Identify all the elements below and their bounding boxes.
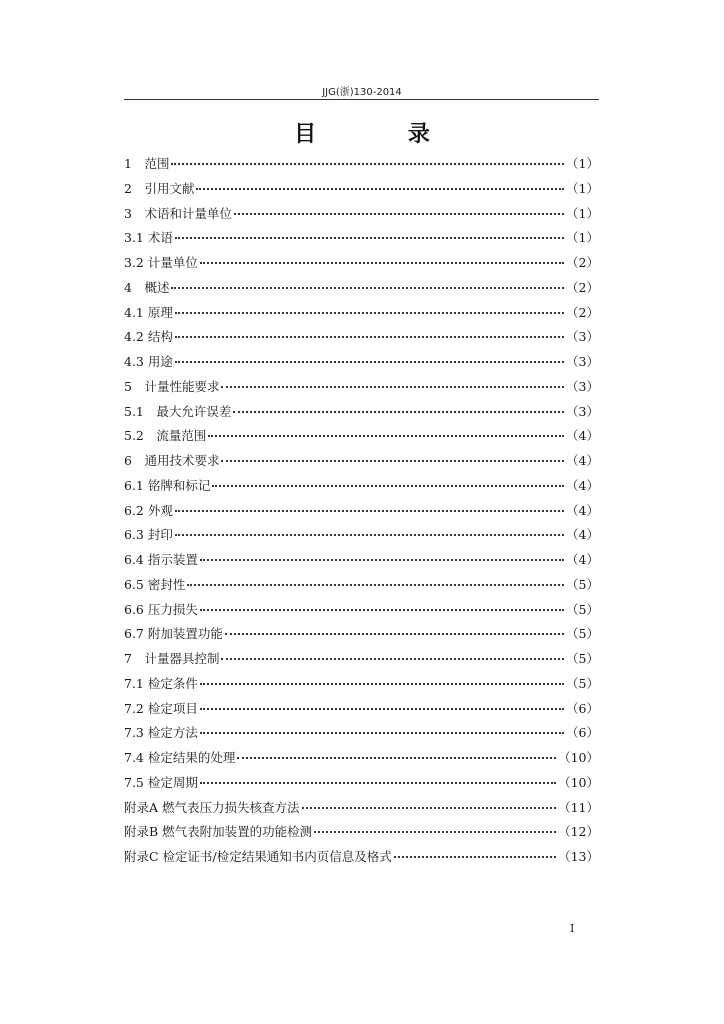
- toc-entry[interactable]: [124, 622, 599, 647]
- toc-entry[interactable]: [124, 672, 599, 697]
- toc-entry[interactable]: [124, 746, 599, 771]
- toc-entry-label: 6.4 指示装置: [124, 552, 198, 567]
- toc-entry[interactable]: [124, 474, 599, 499]
- toc-dot-leader: [237, 756, 556, 759]
- toc-entry[interactable]: [124, 771, 599, 796]
- toc-entry-page: （5）: [566, 576, 599, 592]
- toc-entry[interactable]: [124, 276, 599, 301]
- header-rule: [124, 99, 599, 100]
- toc-entry-label: 附录A 燃气表压力损失核查方法: [124, 799, 300, 815]
- toc-entry[interactable]: [124, 226, 599, 251]
- toc-entry-label: 6.5 密封性: [124, 576, 186, 592]
- toc-entry[interactable]: [124, 177, 599, 202]
- toc-entry-label: 1 范围: [124, 156, 170, 171]
- toc-entry[interactable]: [124, 820, 599, 845]
- toc-entry-label: 7.5 检定周期: [124, 774, 198, 790]
- toc-dot-leader: [175, 335, 564, 338]
- toc-dot-leader: [175, 509, 564, 512]
- toc-dot-leader: [187, 583, 564, 586]
- toc-entry-label: 5.2 流量范围: [124, 428, 207, 444]
- table-of-contents: [124, 152, 599, 870]
- toc-dot-leader: [212, 484, 564, 487]
- toc-entry[interactable]: [124, 548, 599, 573]
- toc-dot-leader: [200, 558, 564, 561]
- toc-entry-label: 7.4 检定结果的处理: [124, 750, 236, 765]
- toc-entry-label: 附录B 燃气表附加装置的功能检测: [124, 824, 313, 840]
- toc-entry-label: 6.6 压力损失: [124, 601, 198, 617]
- toc-dot-leader: [200, 781, 556, 784]
- toc-entry-page: （4）: [566, 527, 599, 543]
- toc-entry[interactable]: [124, 647, 599, 672]
- toc-dot-leader: [200, 707, 564, 710]
- toc-entry[interactable]: [124, 598, 599, 623]
- toc-dot-leader: [175, 236, 564, 239]
- toc-entry-label: 7.3 检定方法: [124, 725, 198, 741]
- toc-dot-leader: [171, 286, 564, 289]
- toc-dot-leader: [175, 311, 564, 314]
- toc-entry-page: （3）: [566, 329, 599, 345]
- toc-entry-label: 7.1 检定条件: [124, 675, 198, 691]
- toc-entry-page: （1）: [566, 180, 599, 196]
- toc-dot-leader: [221, 459, 564, 462]
- toc-entry[interactable]: [124, 721, 599, 746]
- toc-entry-page: （3）: [566, 378, 599, 394]
- toc-entry-label: 3.1 术语: [124, 230, 173, 246]
- toc-entry-page: （4）: [566, 477, 599, 493]
- toc-entry[interactable]: [124, 845, 599, 870]
- toc-entry-page: （6）: [566, 725, 599, 741]
- toc-entry[interactable]: [124, 400, 599, 425]
- toc-entry-page: （6）: [566, 700, 599, 716]
- toc-dot-leader: [394, 855, 556, 858]
- toc-entry[interactable]: [124, 251, 599, 276]
- toc-entry-page: （12）: [558, 824, 599, 840]
- toc-entry-page: （4）: [566, 552, 599, 567]
- toc-dot-leader: [221, 657, 564, 660]
- toc-entry-page: （2）: [566, 304, 599, 320]
- toc-dot-leader: [314, 830, 556, 833]
- toc-entry[interactable]: [124, 523, 599, 548]
- toc-entry-label: 6.3 封印: [124, 527, 173, 543]
- toc-dot-leader: [225, 632, 564, 635]
- toc-entry-label: 3.2 计量单位: [124, 255, 198, 270]
- toc-entry-page: （1）: [566, 205, 599, 221]
- toc-entry[interactable]: [124, 152, 599, 177]
- toc-dot-leader: [171, 162, 564, 165]
- toc-entry-label: 6.7 附加装置功能: [124, 626, 223, 642]
- toc-entry-page: （2）: [566, 279, 599, 295]
- running-header: JJG(浙)130-2014: [322, 87, 402, 98]
- toc-entry[interactable]: [124, 202, 599, 227]
- toc-entry[interactable]: [124, 796, 599, 821]
- toc-entry-page: （4）: [566, 502, 599, 518]
- toc-entry-label: 6.2 外观: [124, 502, 173, 518]
- toc-dot-leader: [200, 261, 564, 264]
- toc-entry-page: （5）: [566, 601, 599, 617]
- toc-entry-label: 5 计量性能要求: [124, 378, 220, 394]
- toc-dot-leader: [233, 410, 564, 413]
- toc-entry-page: （10）: [558, 774, 599, 790]
- toc-entry-page: （10）: [558, 750, 599, 765]
- toc-entry-label: 7 计量器具控制: [124, 651, 220, 666]
- toc-entry-label: 4 概述: [124, 279, 170, 295]
- toc-entry-page: （13）: [558, 849, 599, 864]
- toc-dot-leader: [234, 212, 564, 215]
- toc-entry[interactable]: [124, 301, 599, 326]
- page-number: I: [570, 922, 575, 935]
- toc-entry-label: 4.1 原理: [124, 304, 173, 320]
- toc-entry-page: （1）: [566, 230, 599, 246]
- toc-entry-page: （2）: [566, 255, 599, 270]
- toc-entry[interactable]: [124, 325, 599, 350]
- toc-entry[interactable]: [124, 573, 599, 598]
- toc-entry[interactable]: [124, 499, 599, 524]
- toc-dot-leader: [200, 608, 564, 611]
- toc-dot-leader: [200, 682, 564, 685]
- toc-entry-page: （5）: [566, 651, 599, 666]
- toc-entry[interactable]: [124, 449, 599, 474]
- toc-dot-leader: [208, 434, 564, 437]
- toc-entry-page: （4）: [566, 428, 599, 444]
- toc-entry-page: （5）: [566, 626, 599, 642]
- toc-entry-page: （3）: [566, 403, 599, 419]
- toc-dot-leader: [200, 731, 564, 734]
- toc-entry-page: （11）: [558, 799, 599, 815]
- toc-entry-label: 附录C 检定证书/检定结果通知书内页信息及格式: [124, 849, 392, 864]
- toc-entry[interactable]: [124, 697, 599, 722]
- toc-entry[interactable]: [124, 350, 599, 375]
- toc-entry-label: 4.2 结构: [124, 329, 173, 345]
- toc-entry-page: （5）: [566, 675, 599, 691]
- toc-entry-label: 6.1 铭牌和标记: [124, 477, 211, 493]
- toc-entry-page: （1）: [566, 156, 599, 171]
- toc-dot-leader: [175, 533, 564, 536]
- toc-entry-label: 3 术语和计量单位: [124, 205, 232, 221]
- toc-dot-leader: [196, 187, 564, 190]
- toc-entry-label: 7.2 检定项目: [124, 700, 198, 716]
- toc-entry-label: 6 通用技术要求: [124, 453, 220, 468]
- toc-entry[interactable]: [124, 424, 599, 449]
- toc-entry-label: 5.1 最大允许误差: [124, 403, 232, 419]
- page-title: 目 录: [294, 121, 472, 147]
- toc-dot-leader: [302, 806, 557, 809]
- toc-dot-leader: [221, 385, 564, 388]
- toc-entry-page: （4）: [566, 453, 599, 468]
- toc-entry[interactable]: [124, 375, 599, 400]
- toc-entry-label: 2 引用文献: [124, 180, 195, 196]
- toc-dot-leader: [175, 360, 564, 363]
- toc-entry-page: （3）: [566, 354, 599, 369]
- toc-entry-label: 4.3 用途: [124, 354, 173, 369]
